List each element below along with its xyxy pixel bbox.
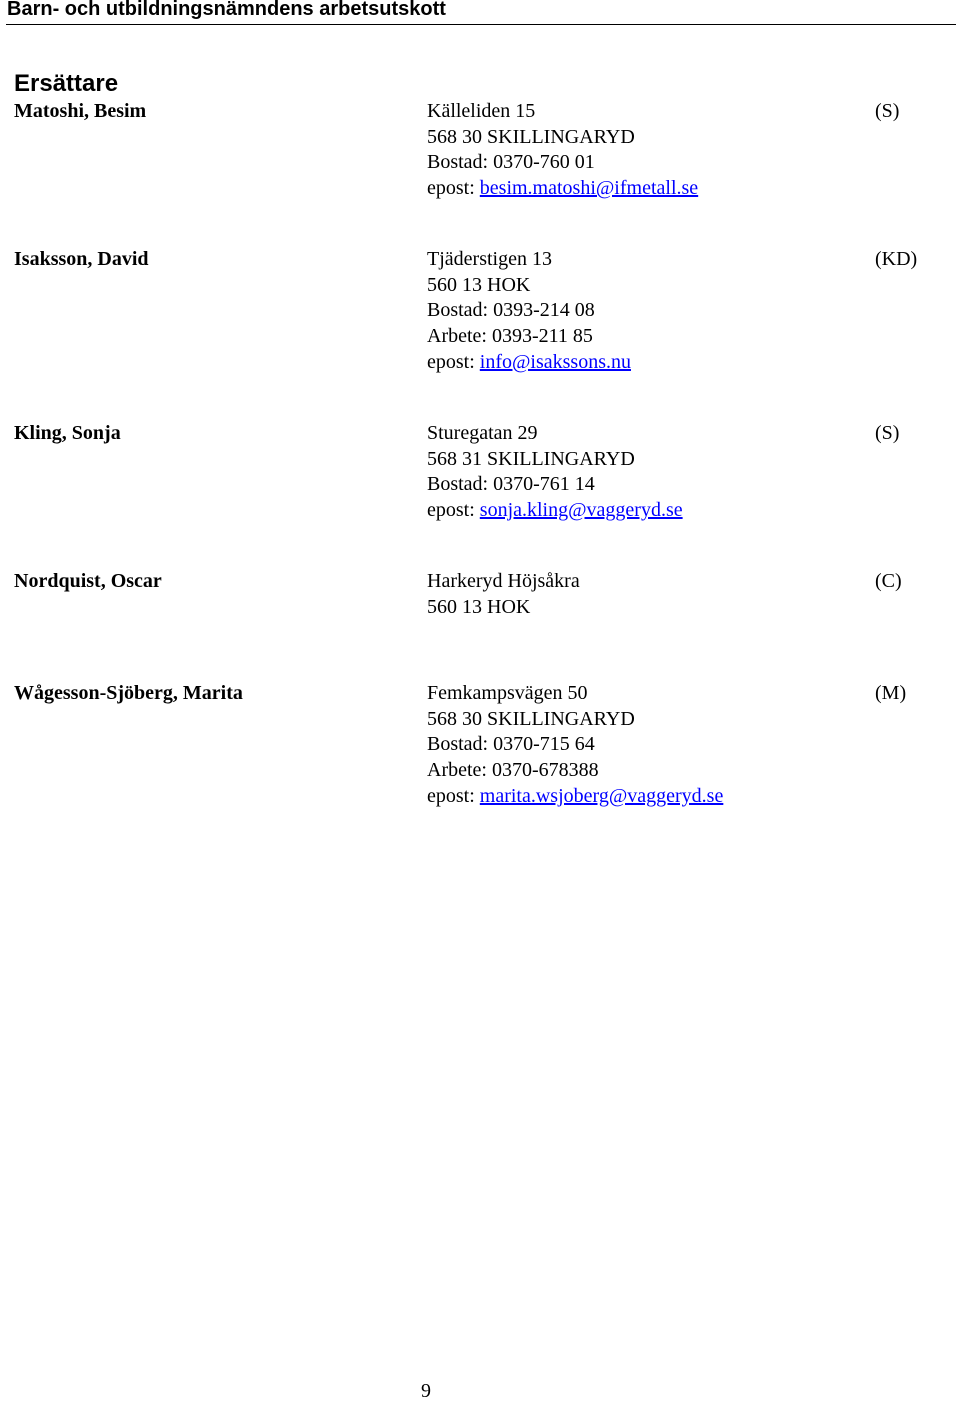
email-line — [427, 350, 631, 376]
email-label: epost: — [427, 177, 480, 200]
street-address: Tjäderstigen 13 — [427, 248, 552, 270]
email-label: epost: — [427, 499, 480, 522]
work-phone: Arbete: 0393-211 85 — [427, 325, 593, 348]
member-name: Isaksson, David — [14, 248, 149, 270]
email-link[interactable]: besim.matoshi@ifmetall.se — [479, 177, 699, 200]
header-title: Barn- och utbildningsnämndens arbetsutskott — [7, 0, 446, 20]
member-address — [427, 247, 631, 375]
email-label: epost: — [427, 784, 480, 807]
email-line — [427, 176, 698, 202]
street-address: Sturegatan 29 — [427, 422, 538, 444]
page-number: 9 — [421, 1380, 431, 1402]
postal-address: 568 30 SKILLINGARYD — [427, 707, 635, 730]
work-phone: Arbete: 0370-678388 — [427, 759, 599, 782]
email-line — [427, 784, 723, 810]
member-name: Matoshi, Besim — [14, 100, 147, 122]
party-label: (C) — [875, 570, 902, 592]
member-name: Kling, Sonja — [14, 422, 121, 444]
party-label: (M) — [875, 682, 907, 704]
home-phone: Bostad: 0370-760 01 — [427, 151, 595, 174]
email-label: epost: — [427, 350, 480, 373]
section-heading: Ersättare — [14, 70, 119, 97]
home-phone: Bostad: 0370-715 64 — [427, 733, 595, 756]
member-name: Nordquist, Oscar — [14, 570, 162, 592]
street-address: Källeliden 15 — [427, 100, 536, 122]
email-link[interactable]: info@isakssons.nu — [479, 350, 631, 373]
member-name: Wågesson-Sjöberg, Marita — [14, 682, 243, 704]
member-address — [427, 99, 698, 202]
street-address: Harkeryd Höjsåkra — [427, 570, 580, 592]
party-label: (S) — [875, 422, 900, 444]
home-phone: Bostad: 0393-214 08 — [427, 299, 595, 322]
member-address — [427, 421, 683, 524]
member-address — [427, 569, 580, 620]
email-line — [427, 498, 683, 524]
home-phone: Bostad: 0370-761 14 — [427, 473, 595, 496]
member-address — [427, 681, 723, 809]
document-header — [6, 0, 956, 25]
postal-address: 568 30 SKILLINGARYD — [427, 125, 635, 148]
postal-address: 568 31 SKILLINGARYD — [427, 447, 635, 470]
street-address: Femkampsvägen 50 — [427, 682, 588, 704]
email-link[interactable]: marita.wsjoberg@vaggeryd.se — [479, 784, 724, 807]
postal-address: 560 13 HOK — [427, 273, 531, 296]
postal-address: 560 13 HOK — [427, 595, 531, 618]
party-label: (S) — [875, 100, 900, 122]
party-label: (KD) — [875, 248, 918, 270]
email-link[interactable]: sonja.kling@vaggeryd.se — [479, 499, 683, 522]
